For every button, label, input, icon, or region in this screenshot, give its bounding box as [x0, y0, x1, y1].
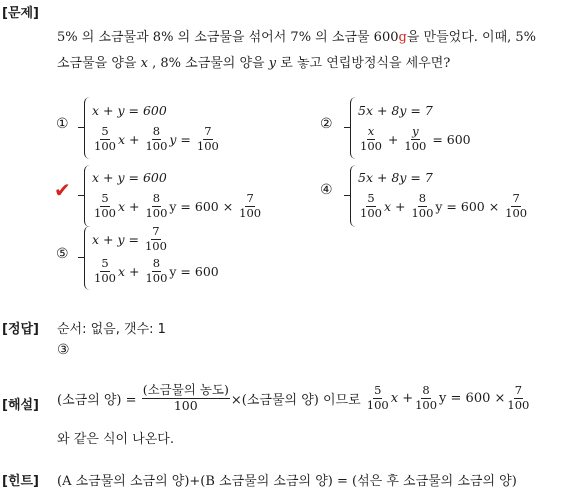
option-1-brace: [84, 97, 91, 159]
explanation-line-2: 와 같은 식이 나온다.: [57, 432, 174, 447]
option-5-brace: [84, 226, 91, 290]
problem-line-1: [57, 26, 536, 45]
option-3-eq1: x + y = 600: [92, 170, 167, 185]
variable-y: y: [268, 56, 277, 71]
variable-x: x: [140, 56, 148, 71]
option-2-brace: [350, 97, 357, 159]
explanation-header: [해설]: [2, 398, 39, 413]
hint-header: [힌트]: [2, 474, 39, 489]
option-5-eq2: $\frac{5}{100}$ x + $\frac{8}{100}$ y = 600: [94, 256, 219, 285]
explanation-formula: (소금의 양) = $\frac{\text{(소금물의 농도)}}{100}$ ×(소금물의 양) 이므로 $\frac{5}{100}$ x + $\frac{8}{100}$ y = 600 × $\frac{7}{100}$: [57, 382, 530, 413]
option-2-eq1: 5x + 8y = 7: [358, 103, 433, 118]
option-4-eq2: $\frac{5}{100}$ x + $\frac{8}{100}$ y = 600 × $\frac{7}{100}$: [360, 191, 528, 220]
problem-text-c: 소금물을 양을: [57, 56, 137, 71]
unit-gram: g: [398, 30, 407, 45]
option-3-eq2: $\frac{5}{100}$ x + $\frac{8}{100}$ y = 600 × $\frac{7}{100}$: [94, 191, 262, 220]
problem-text-b: 을 만들었다. 이때, 5%: [406, 30, 537, 45]
option-4-number: ④: [320, 182, 333, 198]
option-5-number: ⑤: [56, 246, 69, 262]
option-1-number: ①: [56, 116, 69, 132]
option-5-eq1: x + y = $\frac{7}{100}$: [92, 224, 167, 253]
option-1-eq2: $\frac{5}{100}$ x + $\frac{8}{100}$ y = $\frac{7}{100}$: [94, 124, 219, 153]
answer-header: [정답]: [2, 322, 39, 337]
problem-text-d: , 8% 소금물의 양을: [152, 56, 265, 71]
problem-line-2: [57, 52, 450, 71]
selected-check-icon: ✔: [54, 178, 71, 202]
hint-text: (A 소금물의 소금의 양)+(B 소금물의 소금의 양) = (섞은 후 소금물의 소금의 양): [57, 474, 517, 489]
problem-text-e: 로 놓고 연립방정식을 세우면?: [280, 56, 451, 71]
option-2-eq2: $\frac{x}{100}$ + $\frac{y}{100}$ = 600: [360, 124, 471, 153]
option-4-eq1: 5x + 8y = 7: [358, 170, 433, 185]
option-3-brace: [84, 165, 91, 227]
answer-line-1: 순서: 없음, 갯수: 1: [57, 322, 166, 337]
option-1-eq1: x + y = 600: [92, 103, 167, 118]
problem-header: [문제]: [2, 6, 39, 21]
problem-text-a: 5% 의 소금물과 8% 의 소금물을 섞어서 7% 의 소금물 600: [57, 30, 399, 45]
option-4-brace: [350, 165, 357, 227]
option-2-number: ②: [320, 116, 333, 132]
answer-choice: ③: [57, 342, 70, 358]
